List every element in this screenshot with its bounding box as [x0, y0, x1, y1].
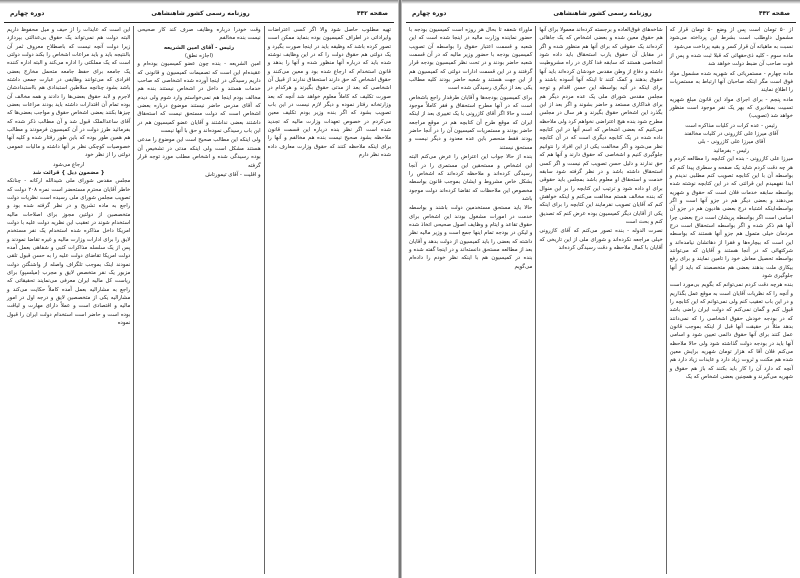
paragraph: ماده چهارم - مستمریاتی که شهریه شده مشمول مواد فوق است مگر اینکه صاحبان آنها ارتباط به مستمریات را اطلاع نمایند	[669, 70, 793, 94]
paragraph: شاخه‌های فوق‌العاده و برجسته کرده‌اند معمولا برای آنها هم حقوق معین شده و بعضی اشخاص که یک جاهائی کرده‌اند یک حقوقی که برای آنها هم منظور شده و اگر در مقابل آن حقوق یارب استحقاق باید داده شود اشخاصی هستند که سابقه فدا کاری در راه مشروطیت داشته و دفاع از وطن مقدس خودشان کرده‌اند باید آنها حقوق بدهند و کمک کنند تا اینکه آنها آسوده باشند و برای اینکه در آتیه بواسطه این حسن اقدام و توجه مجلس مقدس شورای ملی یک عده مردم دیگر هم برای فداکاری مستعد و حاضر بشوند و اگر بعد از این بگذرد این اشخاص حقوق بگیرند و هر سال در مجلس مطرح شود بنده هیچ اعتراضی نخواهم کرد ولی ملاحظه می‌کنیم که بعضی اشخاص که اسم آنها در این کتابچه داده شده در یک کتابچه دیگری است که در آن کتابچه نظر می‌شود و اگر مخالفت یکی از این افراد را نتوانیم جلوگیری کنیم و اشخاصی که حقوق دارند و آنها هم که حق ندارند و دلیل حسن تصویب کم نیست و اگر کسی استحقاق داشته باشد و در نظر گرفته شود سابقه خدمت و استحقاق او معلوم باشد بمجلس باید حقوقی برای او داده شود و ترتیب این کتابچه را بر این منوال که بنده مخالف هستم مخالفت می‌کنم و اینکه خواهش کنم که آقایان تصویب نفرمایند این کتابچه را برای اینکه یکی از آقایان دیگر کمیسیون بوده عرض کنم که تصدیق کنم و بحث است	[539, 27, 663, 225]
paragraph: مجلس مقدس شورای ملی شیدالله ارکانه - چنانکه خاطر آقایان محترم مستحضر است نمره ۲۰۸ دولت که تصویب مجلس شورای ملی رسیده است نظریات دولت راجع به ماده تشریح و در نظر گرفته شده بود و متخصصین از دولتین مجوز برای اصلاحات مالیه استخدام شوند در تعقیب این نظریه دولت علیه با دولت امریکا داخل مذاکره شده استخدام یک نفر مستخدم لایق را برای ادارات وزارت مالیه و غیره تقاضا نمودند و پس از یک سلسله مذاکرات کتبی و شفاهی بعمل آمده دولت امریکا تقاضای دولت علیه را به حسن قبول تلقی نمودند اینک بموجب تلگراف واصله از واشنگتن دولت مزبور یک نفر متخصص لایق و مجرب (میلسپو) برای ریاست کل مالیه ایران معرفی می‌نمایند تحقیقاتی که راجع به مشارالیه بعمل آمده کاملاً حکایت می‌کند و مشارالیه یکی از متخصصین لایق و درجه اول در امور مالیه و اقتصادی است و عملاً دارای مهارت و لیاقت بوده است و حاضر است استخدام دولت ایران را قبول نموده	[7, 178, 131, 327]
left-page-column-2	[134, 26, 264, 574]
speaker-line: رئیس - عده کرات در کلیات مذاکره است	[685, 122, 778, 129]
paragraph: ولی اینکه این مطالب صحیح است این موضوع را مدعی هستند مشکل است ولی اینکه مدتی در تشخیص آن بوده رسیدگی شده و اشخاص مطلب مورد توجه قرار گرفته	[137, 137, 261, 169]
paragraph: از ۵۰ تومان است پس از وضع ۵۰ تومان قرار که مشمول داوطلب است بشرط این پرداخته می‌شود نسبت به ماهیانه آن قرار کسر و بقیه پرداخت می‌شود	[669, 27, 793, 50]
paragraph: و اقلیت - آقای تیمورتاش	[205, 171, 261, 178]
right-page-column-1	[667, 26, 796, 574]
left-page-header	[4, 6, 394, 23]
paragraph: ماده پنجم - برای اجرای مواد این قانون مبلغ شهریه تسبیت بمقادیری که بهر یک نفر موجود است منظور خواهد شد (تصویب)	[669, 96, 793, 120]
page-number: صفحه ۴۴۲	[758, 9, 790, 17]
paragraph: میرزا علی کازرونی - بنده این کتابچه را مطالعه کردم و هر چه دقت کردم شاید یک صفحه و سطری پیدا کنم که بواسطه آن با این کتابچه تصویب کنم مطلبی ندیدم و ابدا نفهمیدم این قرائتی که در این کتابچه نوشته شده بواسطه سابقه خدمات فلان است که حقوق و شهریه می‌دهند و بعضی دیگر هم در جزو آنها است و اگر بواسطه‌اینکه اشتباه درج بعضی هادیون هم در جزو آن اسامی است اگر بواسطه پریشان است درج بعضی چرا آنها هم ذکر شده و اگر بواسطه استحقاق است درج مردمان خیلی متمول هم جزو آنها هستند که بواسطه این است که بیچاره‌ها و فقرا از دهاتشان نیامده‌اند و شرکتهائی که در آنجا هستند و آقایان که می‌توانند بواسطه تحصیل معاش خود را تامین نمایند و برای رفع بیکاری ملت بدهند بعضی هم متخصصند که باید از آنها جلوگیری شود	[669, 156, 793, 279]
paragraph: برای کمیسیون بودجه‌ها و آقایان طرفدار راجع باشخاص است که در آنها مطرح استحقاق و فقر کاملاً موجود است و حالا اگر آقای کازرونی با یک تغییری بعد از اینکه ایران که موقع طرح آن کتابچه هم در موقع مراجعه حاضر بودند و مستمریات کمیسیون آن را در آنجا حاضر بودند فقط منحصر باین عده معدود و دیگر نیست و مستحق نیستند	[409, 94, 533, 151]
paragraph: تهیه مطلوب حاصل شود والا اگر کسی اعتراضات وایراداتی در اطراف کمیسیون بوده بنماید ممکن است تصور کرده باشد که وظیفه باید در اینجا صورت بگیرد و یک دولتی هم حقوق دولت را که در این وظایف نوشته شده باید که درباره آنها منظور شده و آنها را بدهد و قانون استخدام که ارجاع شده بود و معین می‌کنند و حقوق اشخاص که حق دارند استحقاق ندارند از قبیل آن اشخاصی که بعد از مدتی حقوق بگیرند و هرکدام در صورت تکلیف که کاملاً معلوم خواهد شد آنچه که بعد وزارتخانه رفتار نموده و دیگر لازم نیست در این باب تصویب بشود که اگر بنده وزیر بودم تکلیف معین می‌کردم در خصوص تعهدات وزارت مالیه که تجدید شده است اگر نظر بنده درباره این قسمت قانون ملاحظه بشود صحیح نیست بنده هم مخالفم و آنها را برای اینکه ملاحظه کنند که حقوق وزارت معارف داده شده نظر دارم	[267, 27, 391, 159]
right-page-column-2	[536, 26, 666, 574]
paragraph: نصرت الدوله - بنده تصور می‌کنم که آقای کازرونی خیلی مراجعه نکرده‌اند و شورای ملی از این تاریخی که آقایان با کمال ملاحظه و دقت رسیدگی کرده‌اند	[539, 228, 663, 251]
speaker-line: رئیس - بفرمائید	[713, 147, 750, 154]
left-page-column-1	[265, 26, 394, 574]
gazette-title: روزنامه رسمی کشور شاهنشاهی	[553, 9, 652, 17]
page-number: صفحه ۴۴۲	[356, 9, 388, 17]
paragraph: بنده از حالا جواب این اعتراض را عرض می‌کنم البته این اشخاص و مستحقین این مستمری را در آنجا رسیدگی کرده‌اند و ملاحظه کرده‌اند که اشخاص را بشکل خاص مشروط و ایشان بموجب قانون بواسطه مخصوص این ملاحظات که تقاضا کرده‌اند دولت موجود باشد	[409, 154, 533, 202]
period-label: دوره چهارم	[10, 9, 45, 17]
paragraph: ماده سوم - کلیه ذی‌حقهائی که قبلا ثبت شده و پس از فوت صاحب آن ضبط دولت خواهد شد	[669, 53, 793, 68]
period-label: دوره چهارم	[412, 9, 447, 17]
paragraph: وقت خودرا درباره وظایف صرف کند کار صحیحی نیست بنده مخالفم	[137, 27, 261, 42]
speaker-line: آقای میرزا علی کازرونی در کلیات مخالفند	[684, 131, 779, 138]
speaker-heading: رئیس - آقای امین الشریعه	[163, 44, 235, 51]
speaker-line: آقای میرزا علی کازرونی - بلی	[697, 139, 765, 146]
paragraph: این است که عایدات را از حیف و میل محفوظ داریم البته دولت هم نمی‌تواند یک حقوق بی‌عدالتی بپردازد زیرا دولت آنچه نیست که باصطلاح معروف ثمر آن بالنتیجه باید و باید مراعات اشخاص را بکند دولت دولتی است که یک مملکتی را اداره می‌کند و البته اداره کننده یک جامعه برای حفظ جامعه متحمل مخارج بعضی افرادی که می‌توانند وظایفی در عبارت جمعی داشته باشد بشود چنانچه سلاطین استبدادی هم بااستبدادشان لاجرم و لابد حقوق بعضی‌ها را دادند و همه مخالف آن بوده تمام آن اقتدارات داشته باید بودند مراعات بعضی چیزها بکنند بعضی اشخاص حقوق و مواجب بعضی‌ها که آقای ساعدالملک قبول شد و آن مطالب ذکر شده که بفرمائید طرز دولت در آن کمیسیون فرمودند و مطالب هم همین طور بوده که باین طور رفتار شده و کلیه آنها خصوصیات کوچکی نظر بر آنها داشته و مالیات عمومی دولتی را از نظر خود	[7, 27, 131, 159]
section-heading: { مضمون ذیل } قرائت شد	[32, 169, 105, 176]
left-page-column-3	[4, 26, 134, 574]
paragraph: امین الشریعه - بنده چون عضو کمیسیون بوده‌ام و عقیده‌ام این است که تصمیمات کمیسیون و قانونی که داریم رسیدگی در اینجا آورده شده اشخاصی که صاحب خدمات هستند و داخل در اشخاص نیستند بنده هم مخالف بودم اینجا هم نمی‌خواستم وارد شوم ولی دیدم که آقای مدرس حاضر نیستند موضوع درباره بعضی اشخاص است که دولت مستحق نیست که استحقاق داشتند بعضی نداشتند و آقایان عضو کمیسیون هم در این باب رسیدگی نموده‌اند و حق با آنها نیست	[137, 61, 261, 135]
book-spine	[398, 0, 402, 578]
referral-note: ارجاع می‌شود	[53, 161, 85, 168]
speech-permission: (اجازه نطق)	[184, 53, 214, 60]
paragraph: بنده هرچه دقت کردم نمی‌توانم که بگویم بی‌مورد است و آنچه را که نظریات آقایان است به موقع عمل بگذاریم و در این باب تعقیب کنم ولی نمی‌توانم که این کتابچه را قبول کنم و گمان نمی‌کنم که دولت ایران راضی باشد که در بودجه خودش حقوق اشخاصی را که نمی‌دانند بدهد مثلاً در حقیقت آنها قبل از اینکه بموجب قانون عمل کنند برای آنها حقوق دائمی تعیین شود و اسامی آنها باید در بودجه دولت گذاشته شود ولی حالا ملاحظه می‌کنم فلان آقا که هزار تومان شهریه برایش معین شده هم مکنت و ثروت زیاد دارد و عایدات زیاد دارد هم آنچه که دارد آن را کار باید بکنند که باز هم حقوق و شهریه می‌گیرند و همچنین بعضی اشخاص که یک	[669, 282, 793, 381]
right-page-header	[406, 6, 796, 23]
gazette-title: روزنامه رسمی کشور شاهنشاهی	[151, 9, 250, 17]
right-page-columns	[406, 26, 796, 574]
right-page-column-3	[406, 26, 536, 574]
paragraph: ماوراء شعفه تا بحال هر روزه است کمیسیون بودجه با حضور نماینده وزارت مالیه در اینجا شده است که این شعبه و قسمت اعتبار حقوق را بواسطه آن تصویب کمیسیون بودجه با حضور وزیر مالیه که در آن قسمت شعبه حاضر بودند و در تحت نظر کمیسیون بودجه قرار گرفتند و در این قسمت ادارات دولتی که کمیسیون هم از این جهت هستند و شعبه حاضر بودند کلیه مطالب یکی بعد از دیگری رسیدگی شده است	[409, 27, 533, 92]
right-page	[400, 0, 800, 578]
left-page-columns	[4, 26, 394, 574]
paragraph: حالا باید مستحق مستخدمین دولت باشند و بواسطه خدمت در امورات مشغول بودند این اشخاص برای حقوق تقاعد و ایتام و وظایف اصول صحیحی اتخاذ شده و لیکن در بودجه تمام اینها جمع است و وزیر مالیه نظر داشته که بعضی را باید کمیسیون از دولت بدهد و آقایان بعد از مطالعه مستحق دانسته‌اند و در اینجا گفته شده و بنده در کمیسیون هم با اینکه نظر خودم را داده‌ام می‌گویم	[409, 205, 533, 270]
